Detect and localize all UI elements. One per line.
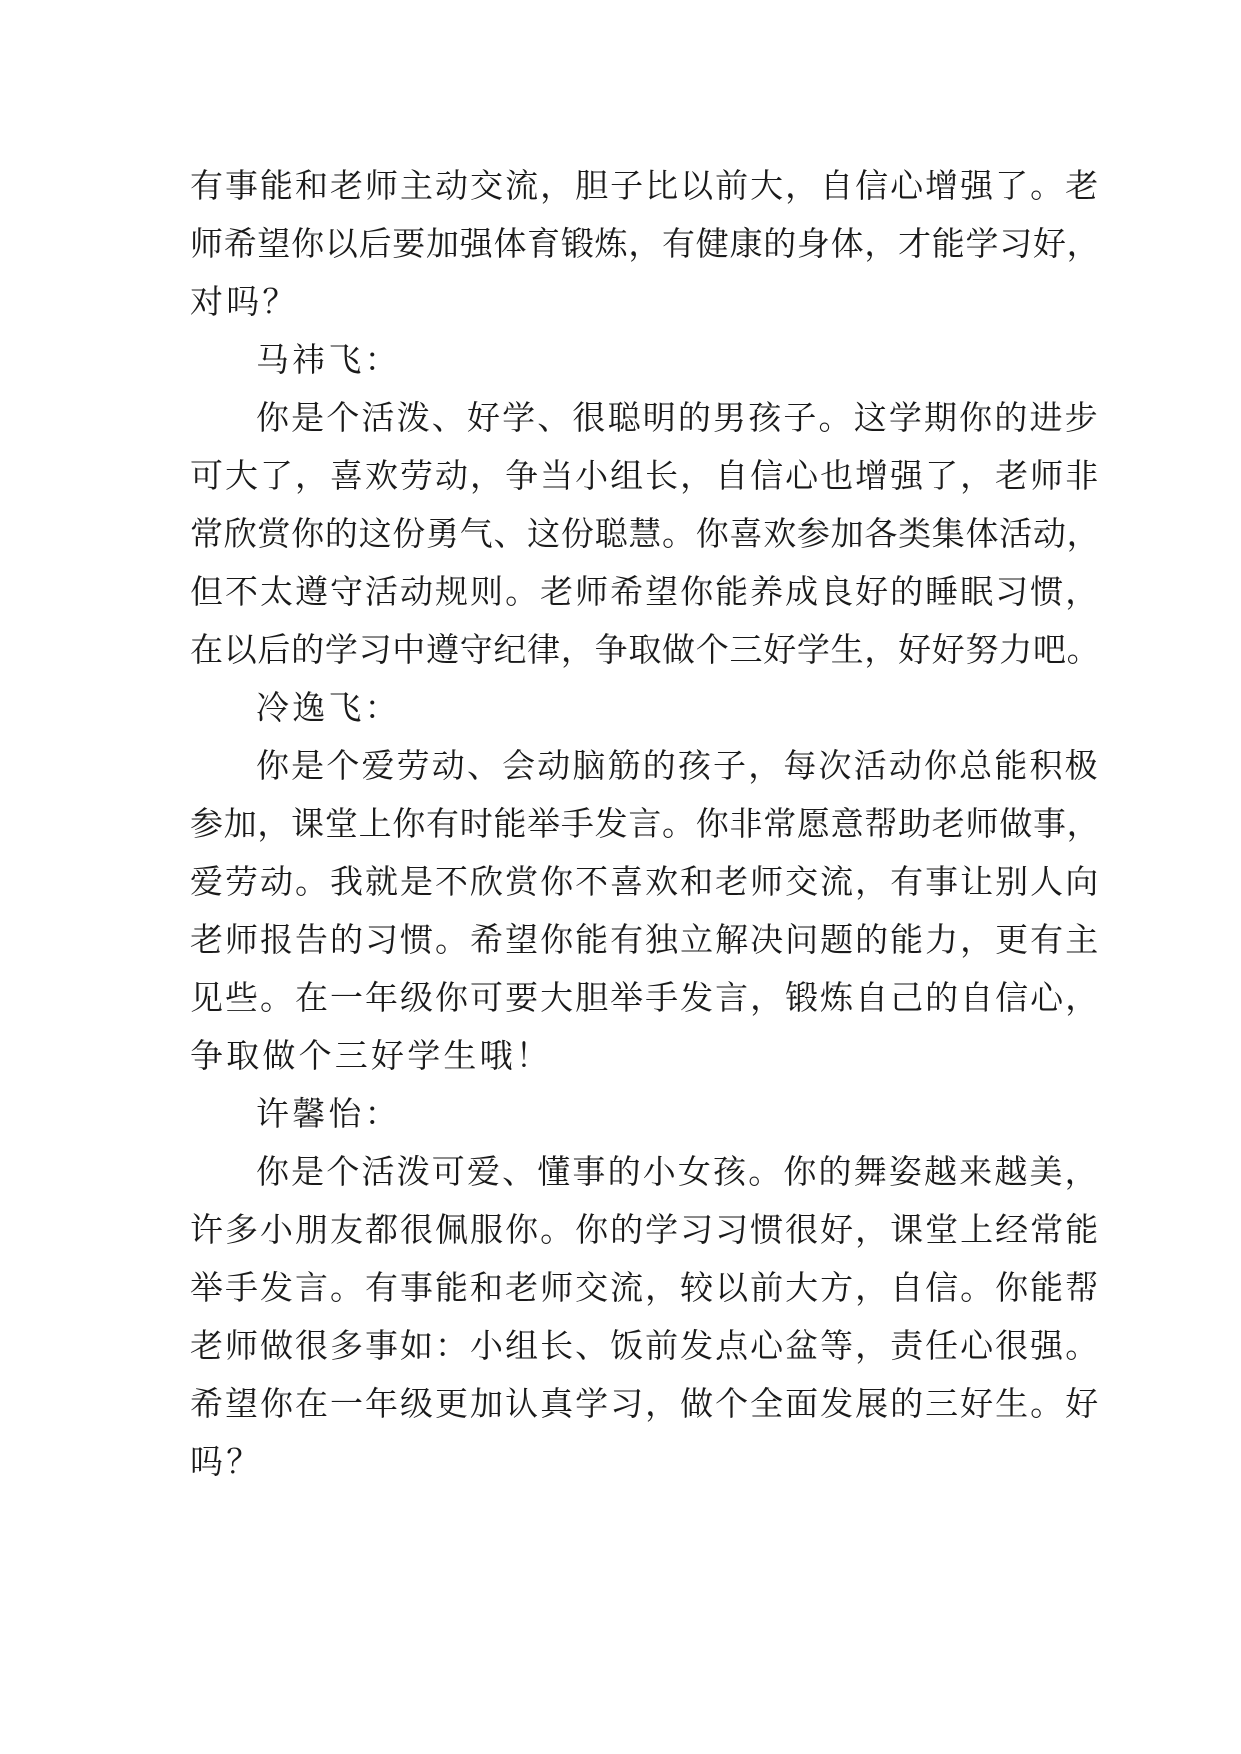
text-line: 许多小朋友都很佩服你。你的学习习惯很好，课堂上经常能 <box>190 1210 1101 1249</box>
text-line: 希望你在一年级更加认真学习，做个全面发展的三好生。好 <box>190 1384 1101 1423</box>
text-line: 老师做很多事如：小组长、饭前发点心盆等，责任心很强。 <box>190 1326 1101 1365</box>
text-line: 吗？ <box>190 1442 263 1481</box>
text-line: 有事能和老师主动交流，胆子比以前大，自信心增强了。老 <box>190 166 1101 205</box>
text-line: 爱劳动。我就是不欣赏你不喜欢和老师交流，有事让别人向 <box>190 862 1101 901</box>
student-name-heading: 冷逸飞： <box>256 688 401 727</box>
text-line: 在以后的学习中遵守纪律，争取做个三好学生，好好努力吧。 <box>190 630 1101 669</box>
text-line: 但不太遵守活动规则。老师希望你能养成良好的睡眠习惯， <box>190 572 1101 611</box>
text-line: 你是个爱劳动、会动脑筋的孩子，每次活动你总能积极 <box>256 746 1100 785</box>
text-line: 参加，课堂上你有时能举手发言。你非常愿意帮助老师做事， <box>190 804 1101 843</box>
text-line: 老师报告的习惯。希望你能有独立解决问题的能力，更有主 <box>190 920 1101 959</box>
text-line: 争取做个三好学生哦！ <box>190 1036 552 1075</box>
student-name-heading: 许馨怡： <box>256 1094 401 1133</box>
text-line: 可大了，喜欢劳动，争当小组长，自信心也增强了，老师非 <box>190 456 1101 495</box>
text-line: 师希望你以后要加强体育锻炼，有健康的身体，才能学习好， <box>190 224 1101 263</box>
text-line: 常欣赏你的这份勇气、这份聪慧。你喜欢参加各类集体活动， <box>190 514 1101 553</box>
text-line: 你是个活泼、好学、很聪明的男孩子。这学期你的进步 <box>256 398 1100 437</box>
text-line: 见些。在一年级你可要大胆举手发言，锻炼自己的自信心， <box>190 978 1101 1017</box>
text-line: 你是个活泼可爱、懂事的小女孩。你的舞姿越来越美， <box>256 1152 1100 1191</box>
text-line: 举手发言。有事能和老师交流，较以前大方，自信。你能帮 <box>190 1268 1101 1307</box>
text-line: 对吗？ <box>190 282 299 321</box>
student-name-heading: 马祎飞： <box>256 340 401 379</box>
